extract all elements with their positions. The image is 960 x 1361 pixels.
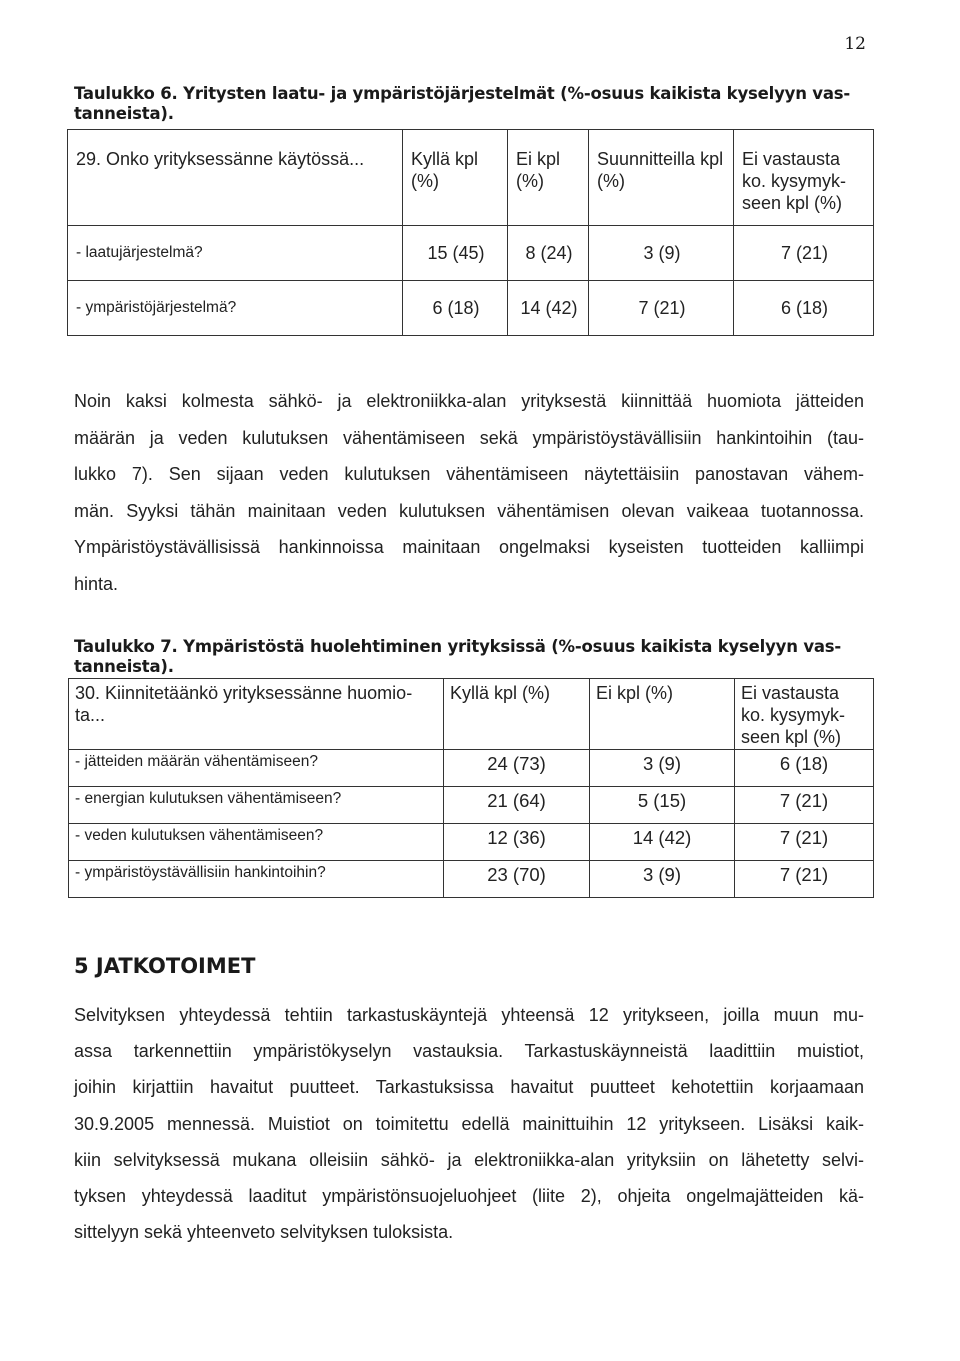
table-row [68, 281, 874, 336]
table-cell: 6 (18) [734, 281, 874, 336]
table-row [69, 824, 874, 861]
row-label: - energian kulutuksen vähentämiseen? [69, 787, 444, 824]
row-label: - ympäristöystävällisiin hankintoihin? [69, 861, 444, 898]
table6-caption-line: tanneista). [74, 104, 174, 123]
paragraph-line: Noin kaksi kolmesta sähkö- ja elektroniikka-alan yrityksestä kiinnittää huomiota jätteiden [74, 391, 864, 411]
column-header: Ei vastausta ko. kysymyk- seen kpl (%) [734, 130, 874, 226]
row-label: - laatujärjestelmä? [68, 226, 403, 281]
table-cell: 21 (64) [444, 787, 590, 824]
table-cell: 23 (70) [444, 861, 590, 898]
row-label: - veden kulutuksen vähentämiseen? [69, 824, 444, 861]
paragraph-line: Selvityksen yhteydessä tehtiin tarkastuskäyntejä yhteensä 12 yritykseen, joilla muun mu- [74, 1005, 864, 1025]
table-cell: 3 (9) [589, 226, 734, 281]
table7-caption [74, 637, 874, 677]
table7 [68, 678, 874, 898]
paragraph-line: tyksen yhteydessä laaditut ympäristönsuojeluohjeet (liite 2), ohjeita ongelmajätteiden kä- [74, 1186, 864, 1207]
column-header: 30. Kiinnitetäänkö yrityksessänne huomio- ta... [69, 679, 444, 750]
paragraph-line: Ympäristöystävällisissä hankinnoissa mainitaan ongelmaksi kyseisten tuotteiden kalliimpi [74, 537, 864, 557]
page-number: 12 [844, 34, 866, 54]
paragraph-line: 30.9.2005 mennessä. Muistiot on toimitettu edellä mainittuihin 12 yritykseen. Lisäksi kaik- [74, 1113, 864, 1134]
table-cell: 15 (45) [403, 226, 508, 281]
paragraph-line: joihin kirjattiin havaitut puutteet. Tarkastuksissa havaitut puutteet kehotettiin korjaamaan [74, 1077, 864, 1098]
table-cell: 7 (21) [735, 787, 874, 824]
table7-caption-line: tanneista). [74, 657, 174, 676]
table-cell: 7 (21) [735, 824, 874, 861]
table-cell: 24 (73) [444, 750, 590, 787]
table-cell: 6 (18) [403, 281, 508, 336]
table-cell: 3 (9) [590, 861, 735, 898]
table-cell: 5 (15) [590, 787, 735, 824]
table-cell: 7 (21) [734, 226, 874, 281]
table-cell: 14 (42) [508, 281, 589, 336]
table-cell: 6 (18) [735, 750, 874, 787]
table6 [67, 129, 874, 336]
table-header-row [69, 679, 874, 750]
paragraph-line: lukko 7). Sen sijaan veden kulutuksen vähentämiseen näytettäisiin panostavan vähem- [74, 464, 864, 484]
table-row [69, 861, 874, 898]
body-paragraph [74, 383, 864, 602]
table-cell: 12 (36) [444, 824, 590, 861]
table6-caption [74, 84, 874, 124]
column-header: Suunnitteilla kpl (%) [589, 130, 734, 226]
paragraph-line: määrän ja veden kulutuksen vähentämiseen sekä ympäristöystävällisiin hankintoihin (tau- [74, 427, 864, 448]
column-header: Kyllä kpl (%) [444, 679, 590, 750]
table6-caption-line: Taulukko 6. Yritysten laatu- ja ympäristöjärjestelmät (%-osuus kaikista kyselyyn vas- [74, 84, 851, 103]
column-header: Ei kpl (%) [508, 130, 589, 226]
table-cell: 7 (21) [735, 861, 874, 898]
table-cell: 14 (42) [590, 824, 735, 861]
column-header: Kyllä kpl (%) [403, 130, 508, 226]
section-heading: 5 JATKOTOIMET [74, 954, 256, 978]
table-row [69, 750, 874, 787]
table-row [68, 226, 874, 281]
paragraph-line: män. Syyksi tähän mainitaan veden kulutuksen vähentämisen olevan vaikeaa tuotannossa. [74, 500, 864, 521]
column-header: 29. Onko yrityksessänne käytössä... [68, 130, 403, 226]
paragraph-line: hinta. [74, 573, 119, 594]
paragraph-line: kiin selvityksessä mukana olleisiin sähkö- ja elektroniikka-alan yrityksiin on lähetetty selvi- [74, 1149, 864, 1170]
table-header-row [68, 130, 874, 226]
column-header: Ei vastausta ko. kysymyk- seen kpl (%) [735, 679, 874, 750]
table-cell: 7 (21) [589, 281, 734, 336]
row-label: - ympäristöjärjestelmä? [68, 281, 403, 336]
row-label: - jätteiden määrän vähentämiseen? [69, 750, 444, 787]
table-row [69, 787, 874, 824]
paragraph-line: assa tarkennettiin ympäristökyselyn vastauksia. Tarkastuskäynneistä laadittiin muistiot, [74, 1041, 864, 1062]
table7-caption-line: Taulukko 7. Ympäristöstä huolehtiminen yrityksissä (%-osuus kaikista kyselyyn vas- [74, 637, 842, 656]
body-paragraph [74, 997, 864, 1250]
paragraph-line: sittelyyn sekä yhteenveto selvityksen tuloksista. [74, 1222, 454, 1243]
table-cell: 3 (9) [590, 750, 735, 787]
column-header: Ei kpl (%) [590, 679, 735, 750]
table-cell: 8 (24) [508, 226, 589, 281]
